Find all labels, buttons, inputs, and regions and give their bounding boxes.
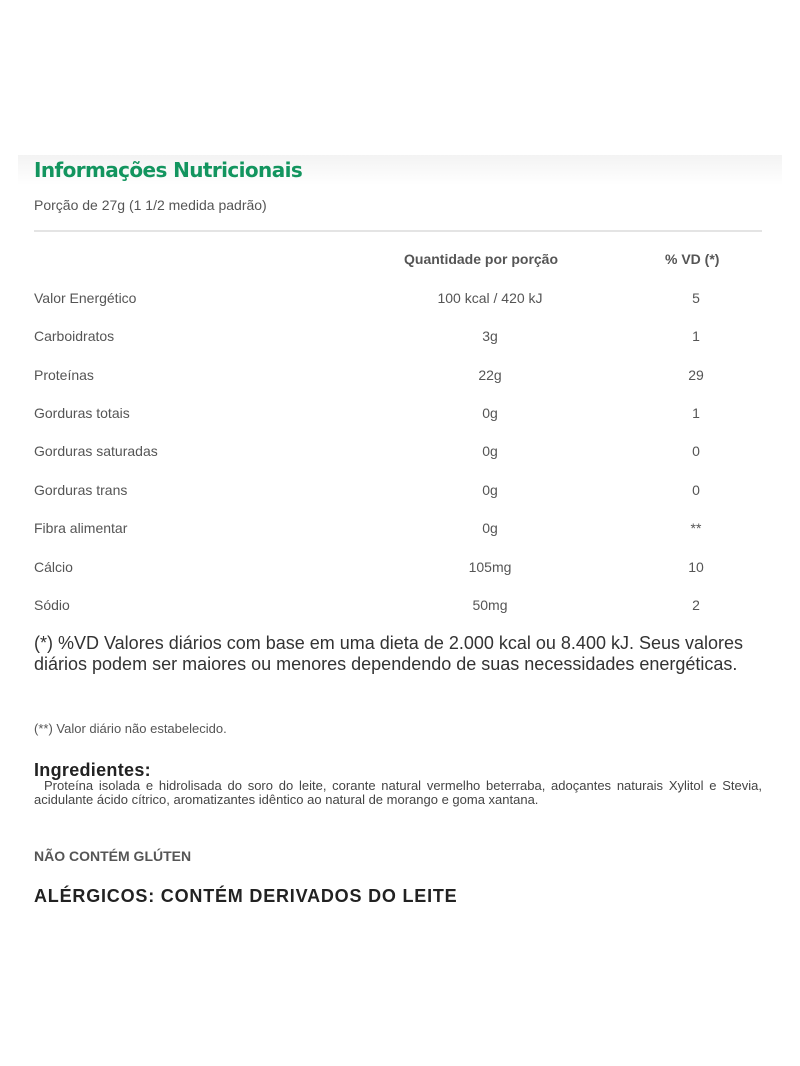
table-row — [0, 482, 800, 502]
nutrient-daily-value: 1 — [692, 405, 700, 421]
nutrient-daily-value: 0 — [692, 443, 700, 459]
table-row — [0, 597, 800, 617]
nutrient-daily-value: ** — [690, 520, 702, 536]
allergen-notice: ALÉRGICOS: CONTÉM DERIVADOS DO LEITE — [34, 886, 458, 906]
portion-size: Porção de 27g (1 1/2 medida padrão) — [34, 197, 267, 213]
nutrient-quantity: 0g — [482, 520, 498, 536]
ingredients-text: Proteína isolada e hidrolisada do soro do leite, corante natural vermelho beterraba, adoçantes naturais Xylitol e Stevia, acidulante ácido cítrico, aromatizantes idêntico ao natural de morango e goma xantana. — [34, 778, 762, 807]
nutrient-quantity: 100 kcal / 420 kJ — [437, 290, 543, 306]
nutrient-quantity: 3g — [482, 328, 498, 344]
nutrient-name: Carboidratos — [34, 328, 115, 344]
nutrient-daily-value: 1 — [692, 328, 700, 344]
header-divider — [34, 230, 762, 232]
gluten-notice: NÃO CONTÉM GLÚTEN — [34, 848, 192, 864]
table-row — [0, 328, 800, 348]
nutrient-quantity: 105mg — [468, 559, 512, 575]
table-row — [0, 290, 800, 310]
nutrient-name: Valor Energético — [34, 290, 137, 306]
nutrient-quantity: 0g — [482, 405, 498, 421]
table-row — [0, 367, 800, 387]
table-row — [0, 559, 800, 579]
nutrient-name: Fibra alimentar — [34, 520, 128, 536]
nutrient-daily-value: 10 — [688, 559, 704, 575]
nutrient-quantity: 22g — [478, 367, 502, 383]
ingredients-title: Ingredientes: — [34, 760, 151, 780]
nutrient-name: Proteínas — [34, 367, 94, 383]
nutrient-daily-value: 2 — [692, 597, 700, 613]
nutrient-daily-value: 29 — [688, 367, 704, 383]
nutrient-quantity: 50mg — [472, 597, 508, 613]
nutrient-quantity: 0g — [482, 482, 498, 498]
nutrient-name: Gorduras trans — [34, 482, 128, 498]
nutrient-name: Gorduras totais — [34, 405, 130, 421]
nutrient-quantity: 0g — [482, 443, 498, 459]
nutrient-daily-value: 5 — [692, 290, 700, 306]
nutrient-name: Sódio — [34, 597, 70, 613]
table-row — [0, 405, 800, 425]
table-row — [0, 520, 800, 540]
column-header-daily-value: % VD (*) — [665, 251, 720, 267]
nutrient-daily-value: 0 — [692, 482, 700, 498]
nutrition-title: Informações Nutricionais — [34, 158, 303, 182]
table-row — [0, 443, 800, 463]
daily-value-footnote: (*) %VD Valores diários com base em uma dieta de 2.000 kcal ou 8.400 kJ. Seus valores diários podem ser maiores ou menores dependendo de suas necessidades energéticas. — [34, 633, 744, 674]
nutrient-name: Gorduras saturadas — [34, 443, 158, 459]
nutrient-name: Cálcio — [34, 559, 73, 575]
not-established-footnote: (**) Valor diário não estabelecido. — [34, 721, 227, 736]
column-header-quantity: Quantidade por porção — [404, 251, 559, 267]
